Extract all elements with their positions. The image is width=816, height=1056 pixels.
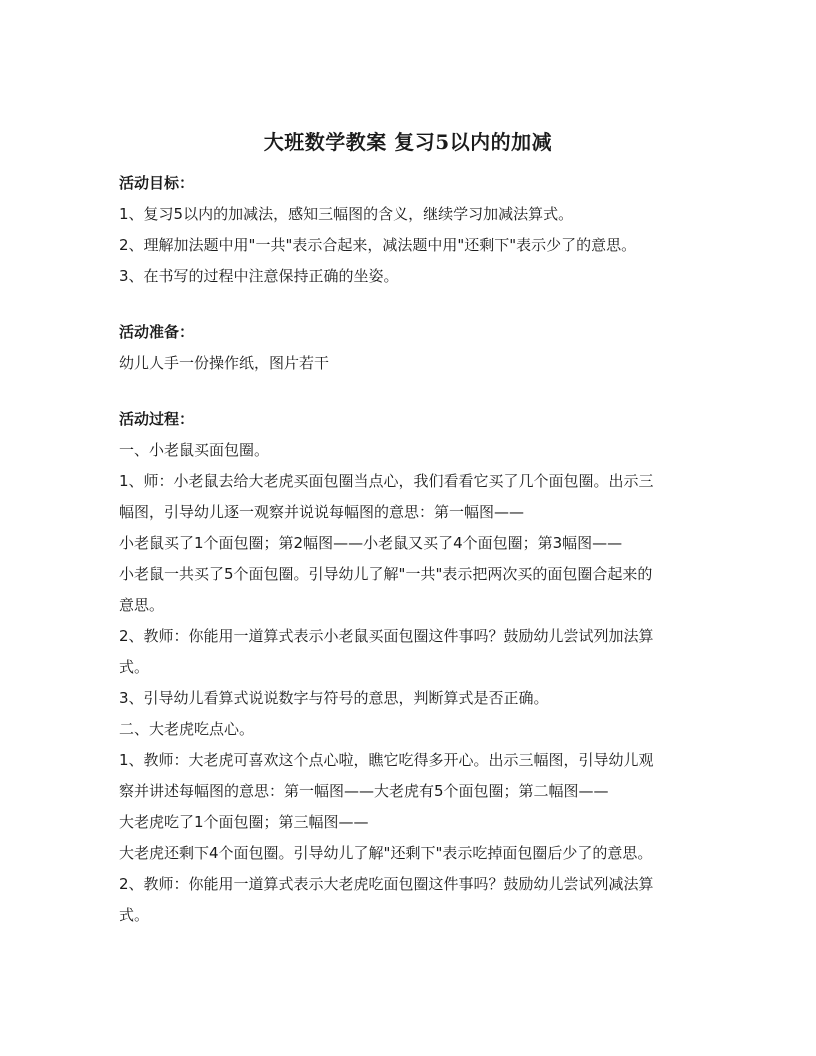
- goals-heading: 活动目标：: [119, 174, 195, 192]
- process-line: 大老虎还剩下4个面包圈。引导幼儿了解"还剩下"表示吃掉面包圈后少了的意思。: [119, 844, 653, 862]
- process-line: 小老鼠买了1个面包圈；第2幅图——小老鼠又买了4个面包圈；第3幅图——: [119, 534, 623, 552]
- prep-text: 幼儿人手一份操作纸，图片若干: [119, 354, 330, 372]
- goal-item: 2、理解加法题中用"一共"表示合起来，减法题中用"还剩下"表示少了的意思。: [119, 236, 637, 254]
- process-line: 二、大老虎吃点心。: [119, 720, 255, 738]
- section-spacer: [119, 379, 709, 404]
- process-line: 式。: [119, 906, 150, 924]
- process-line: 1、师：小老鼠去给大老虎买面包圈当点心，我们看看它买了几个面包圈。出示三: [119, 472, 654, 490]
- process-line: 察并讲述每幅图的意思：第一幅图——大老虎有5个面包圈；第二幅图——: [119, 782, 609, 800]
- goal-item: 3、在书写的过程中注意保持正确的坐姿。: [119, 267, 399, 285]
- document-title: 大班数学教案 复习5以内的加减: [263, 130, 553, 154]
- process-heading: 活动过程：: [119, 410, 195, 428]
- process-line: 1、教师：大老虎可喜欢这个点心啦，瞧它吃得多开心。出示三幅图，引导幼儿观: [119, 751, 654, 769]
- process-line: 2、教师：你能用一道算式表示小老鼠买面包圈这件事吗？鼓励幼儿尝试列加法算: [119, 627, 654, 645]
- prep-heading: 活动准备：: [119, 323, 195, 341]
- process-line: 大老虎吃了1个面包圈；第三幅图——: [119, 813, 369, 831]
- goal-item: 1、复习5以内的加减法，感知三幅图的含义，继续学习加减法算式。: [119, 205, 574, 223]
- process-line: 3、引导幼儿看算式说说数字与符号的意思，判断算式是否正确。: [119, 689, 549, 707]
- process-line: 意思。: [119, 596, 165, 614]
- document-body: [119, 168, 709, 931]
- process-line: 小老鼠一共买了5个面包圈。引导幼儿了解"一共"表示把两次买的面包圈合起来的: [119, 565, 653, 583]
- section-spacer: [119, 292, 709, 317]
- process-line: 幅图，引导幼儿逐一观察并说说每幅图的意思：第一幅图——: [119, 503, 525, 521]
- process-line: 2、教师：你能用一道算式表示大老虎吃面包圈这件事吗？鼓励幼儿尝试列减法算: [119, 875, 654, 893]
- process-line: 一、小老鼠买面包圈。: [119, 441, 270, 459]
- process-line: 式。: [119, 658, 150, 676]
